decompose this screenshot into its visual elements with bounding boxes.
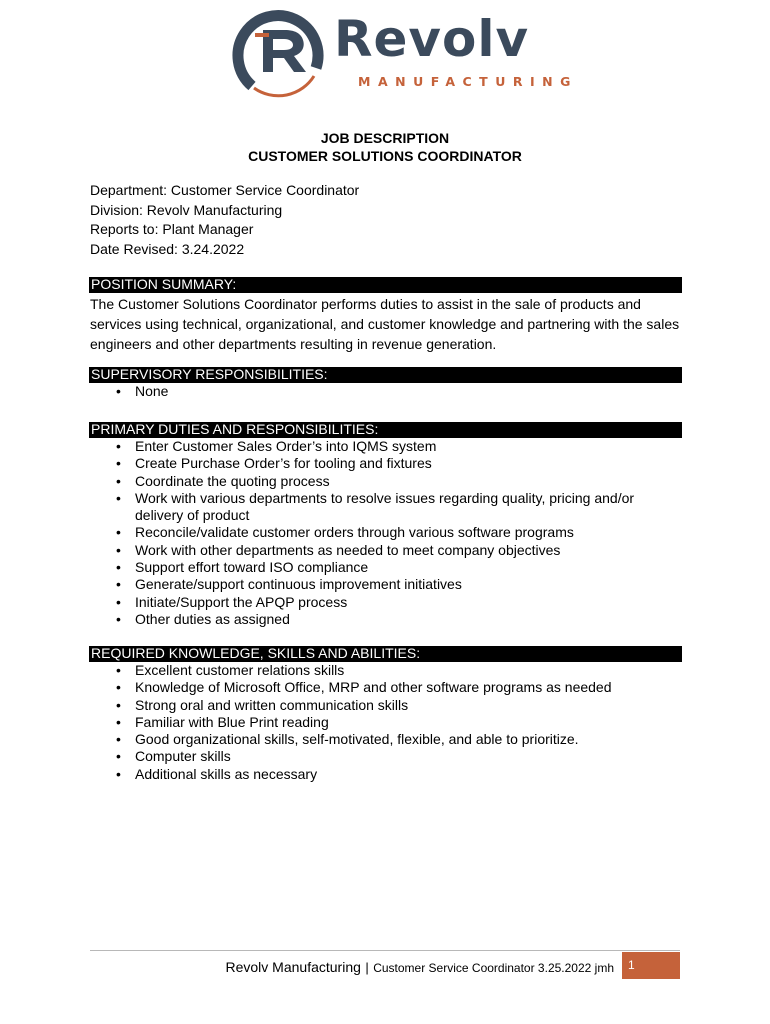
list-item: • Strong oral and written communication skills xyxy=(89,697,682,714)
title-line-2: CUSTOMER SOLUTIONS COORDINATOR xyxy=(248,148,522,164)
skills-list xyxy=(89,662,682,783)
list-item: • Coordinate the quoting process xyxy=(89,473,682,490)
date-revised-field: Date Revised: 3.24.2022 xyxy=(90,240,245,257)
list-item: • Work with other departments as needed to meet company objectives xyxy=(89,542,682,559)
section-heading: REQUIRED KNOWLEDGE, SKILLS AND ABILITIES: xyxy=(89,646,682,662)
duties-list xyxy=(89,438,682,628)
company-logo xyxy=(230,6,578,98)
primary-duties-section xyxy=(89,422,682,628)
list-item: • Enter Customer Sales Order’s into IQMS system xyxy=(89,438,682,455)
required-skills-section xyxy=(89,646,682,783)
supervisory-list xyxy=(89,383,682,400)
section-heading: PRIMARY DUTIES AND RESPONSIBILITIES: xyxy=(89,422,682,438)
list-item: • Excellent customer relations skills xyxy=(89,662,682,679)
division-field: Division: Revolv Manufacturing xyxy=(90,201,283,218)
list-item: • Good organizational skills, self-motivated, flexible, and able to prioritize. xyxy=(89,731,682,748)
list-item: • None xyxy=(89,383,682,400)
supervisory-section xyxy=(89,367,682,400)
section-heading: SUPERVISORY RESPONSIBILITIES: xyxy=(89,367,682,383)
list-item: • Knowledge of Microsoft Office, MRP and other software programs as needed xyxy=(89,679,682,696)
footer-separator: | xyxy=(365,960,369,975)
title-line-1: JOB DESCRIPTION xyxy=(320,130,450,146)
department-field: Department: Customer Service Coordinator xyxy=(90,182,360,198)
list-item: • Additional skills as necessary xyxy=(89,766,682,783)
list-item: • Initiate/Support the APQP process xyxy=(89,594,682,611)
page-footer xyxy=(90,950,680,981)
list-item: • Support effort toward ISO compliance xyxy=(89,559,682,576)
list-item: • Reconcile/validate customer orders through various software programs xyxy=(89,524,682,541)
revolv-logo-mark xyxy=(230,6,330,98)
job-meta xyxy=(90,181,359,259)
section-heading: POSITION SUMMARY: xyxy=(89,277,682,293)
summary-text: The Customer Solutions Coordinator performs duties to assist in the sale of products and services using technical, organizational, and customer knowledge and partnering with the sales engineers and other departments resulting in revenue generation. xyxy=(90,296,680,352)
list-item: • Computer skills xyxy=(89,748,682,765)
footer-document: Customer Service Coordinator 3.25.2022 jmh xyxy=(373,961,614,975)
list-item: • Familiar with Blue Print reading xyxy=(89,714,682,731)
list-item: • Create Purchase Order’s for tooling and fixtures xyxy=(89,455,682,472)
list-item: • Other duties as assigned xyxy=(89,611,682,628)
list-item: • Work with various departments to resolve issues regarding quality, pricing and/or delivery of product xyxy=(89,490,682,525)
logo-tagline: MANUFACTURING xyxy=(358,74,578,89)
logo-wordmark: Revolv xyxy=(334,10,530,68)
reports-to-field: Reports to: Plant Manager xyxy=(90,221,254,237)
footer-company: Revolv Manufacturing xyxy=(225,959,361,975)
list-item: • Generate/support continuous improvement initiatives xyxy=(89,576,682,593)
position-summary-section xyxy=(89,277,682,354)
page-number: 1 xyxy=(622,952,680,979)
document-title xyxy=(0,129,770,165)
footer-text xyxy=(226,959,615,977)
